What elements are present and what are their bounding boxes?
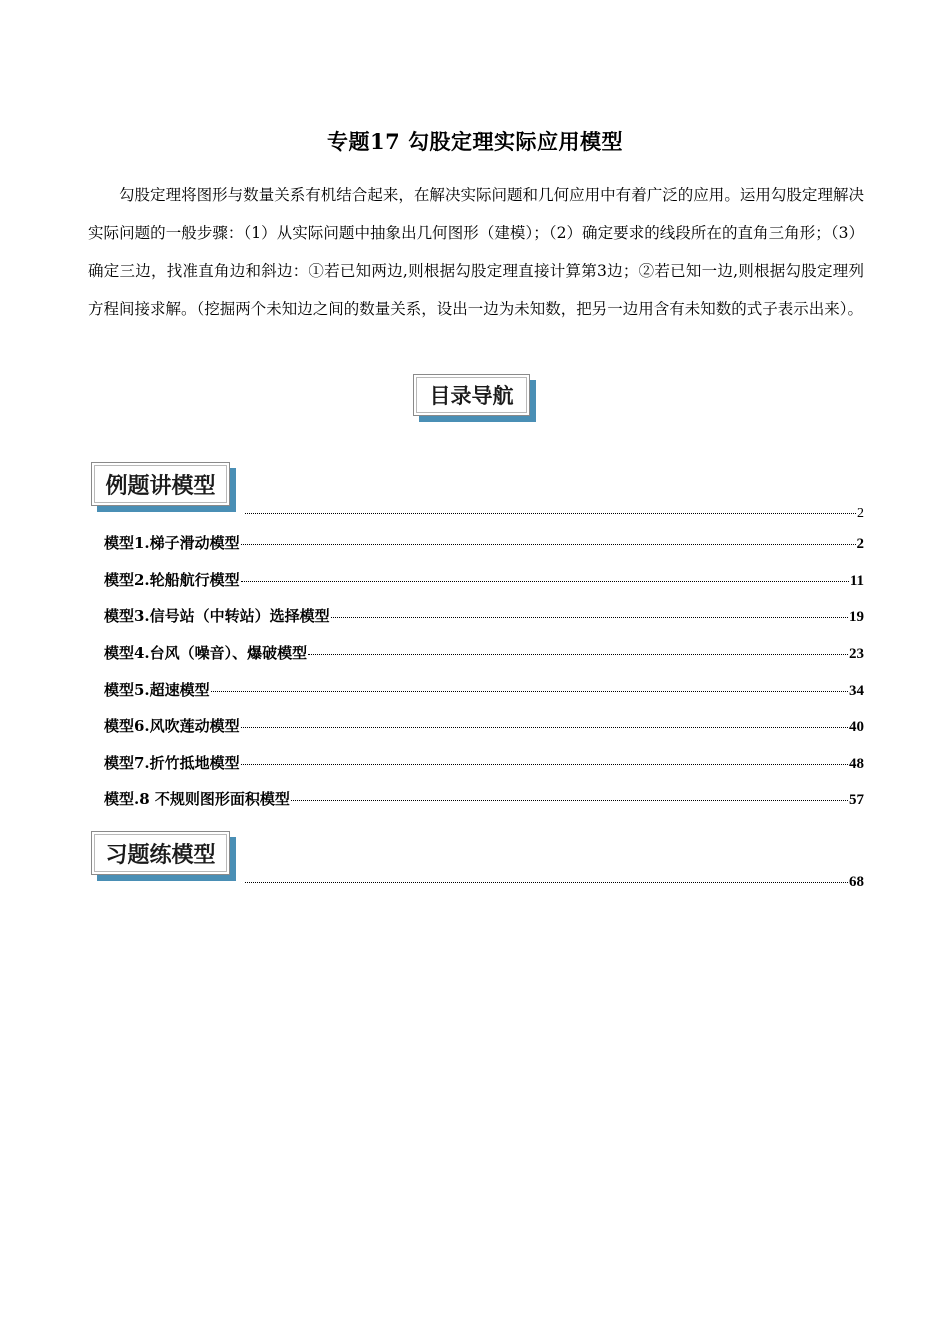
exercises-section-label: 习题练模型 bbox=[91, 831, 230, 875]
toc-entry-label: 模型4.台风（噪音）、爆破模型 bbox=[104, 644, 308, 662]
toc-entry-examples[interactable] bbox=[244, 506, 864, 522]
toc-entry[interactable] bbox=[104, 642, 864, 663]
toc-entry[interactable] bbox=[104, 569, 864, 590]
toc-page-number: 40 bbox=[849, 719, 864, 735]
toc-leader-dots bbox=[241, 544, 856, 545]
intro-paragraph: 勾股定理将图形与数量关系有机结合起来，在解决实际问题和几何应用中有着广泛的应用。运用勾股定理解决实际问题的一般步骤：（1）从实际问题中抽象出几何图形（建模）；（2）确定要求的线段所在的直角三角形；（3）确定三边，找准直角边和斜边：①若已知两边,则根据勾股定理直接计算第3边；②若已知一边,则根据勾股定理列方程间接求解。（挖掘两个未知边之间的数量关系，设出一边为未知数，把另一边用含有未知数的式子表示出来）。 bbox=[88, 186, 864, 318]
toc-entry-label: 模型5.超速模型 bbox=[104, 681, 210, 699]
toc-entry[interactable] bbox=[104, 679, 864, 700]
toc-entry-label: 模型1.梯子滑动模型 bbox=[104, 534, 240, 552]
toc-entry-label: 模型2.轮船航行模型 bbox=[104, 571, 240, 589]
toc-page-number: 19 bbox=[849, 609, 864, 625]
toc-page-number: 34 bbox=[849, 683, 864, 699]
exercises-section-badge bbox=[91, 831, 230, 875]
toc-entry[interactable] bbox=[104, 605, 864, 626]
toc-entry-exercises[interactable] bbox=[244, 874, 864, 891]
toc-page-number: 2 bbox=[856, 536, 864, 552]
toc-leader-dots bbox=[245, 513, 856, 514]
examples-section-badge bbox=[91, 462, 230, 506]
toc-leader-dots bbox=[211, 691, 848, 692]
toc-leader-dots bbox=[331, 617, 848, 618]
toc-page-number: 68 bbox=[849, 874, 864, 890]
toc-leader-dots bbox=[241, 581, 849, 582]
toc-navigation-badge bbox=[413, 374, 530, 416]
toc-entry[interactable] bbox=[104, 788, 864, 809]
toc-leader-dots bbox=[241, 727, 848, 728]
toc-leader-dots bbox=[241, 764, 848, 765]
toc-page-number: 2 bbox=[857, 506, 864, 521]
toc-entry-label: 模型6.风吹莲动模型 bbox=[104, 717, 240, 735]
toc-page-number: 57 bbox=[849, 792, 864, 808]
toc-entry-label: 模型.8 不规则图形面积模型 bbox=[104, 790, 290, 808]
toc-entry[interactable] bbox=[104, 715, 864, 736]
toc-entry-label: 模型7.折竹抵地模型 bbox=[104, 754, 240, 772]
toc-navigation-label: 目录导航 bbox=[413, 374, 530, 416]
toc-leader-dots bbox=[308, 654, 848, 655]
toc-leader-dots bbox=[245, 882, 848, 883]
toc-entry-label: 模型3.信号站（中转站）选择模型 bbox=[104, 607, 330, 625]
page-title: 专题17 勾股定理实际应用模型 bbox=[326, 129, 624, 154]
examples-section-label: 例题讲模型 bbox=[91, 462, 230, 506]
toc-leader-dots bbox=[291, 800, 848, 801]
toc-page-number: 48 bbox=[849, 756, 864, 772]
toc-page-number: 23 bbox=[849, 646, 864, 662]
toc-entry[interactable] bbox=[104, 752, 864, 773]
toc-page-number: 11 bbox=[849, 573, 864, 589]
toc-entry[interactable] bbox=[104, 532, 864, 553]
